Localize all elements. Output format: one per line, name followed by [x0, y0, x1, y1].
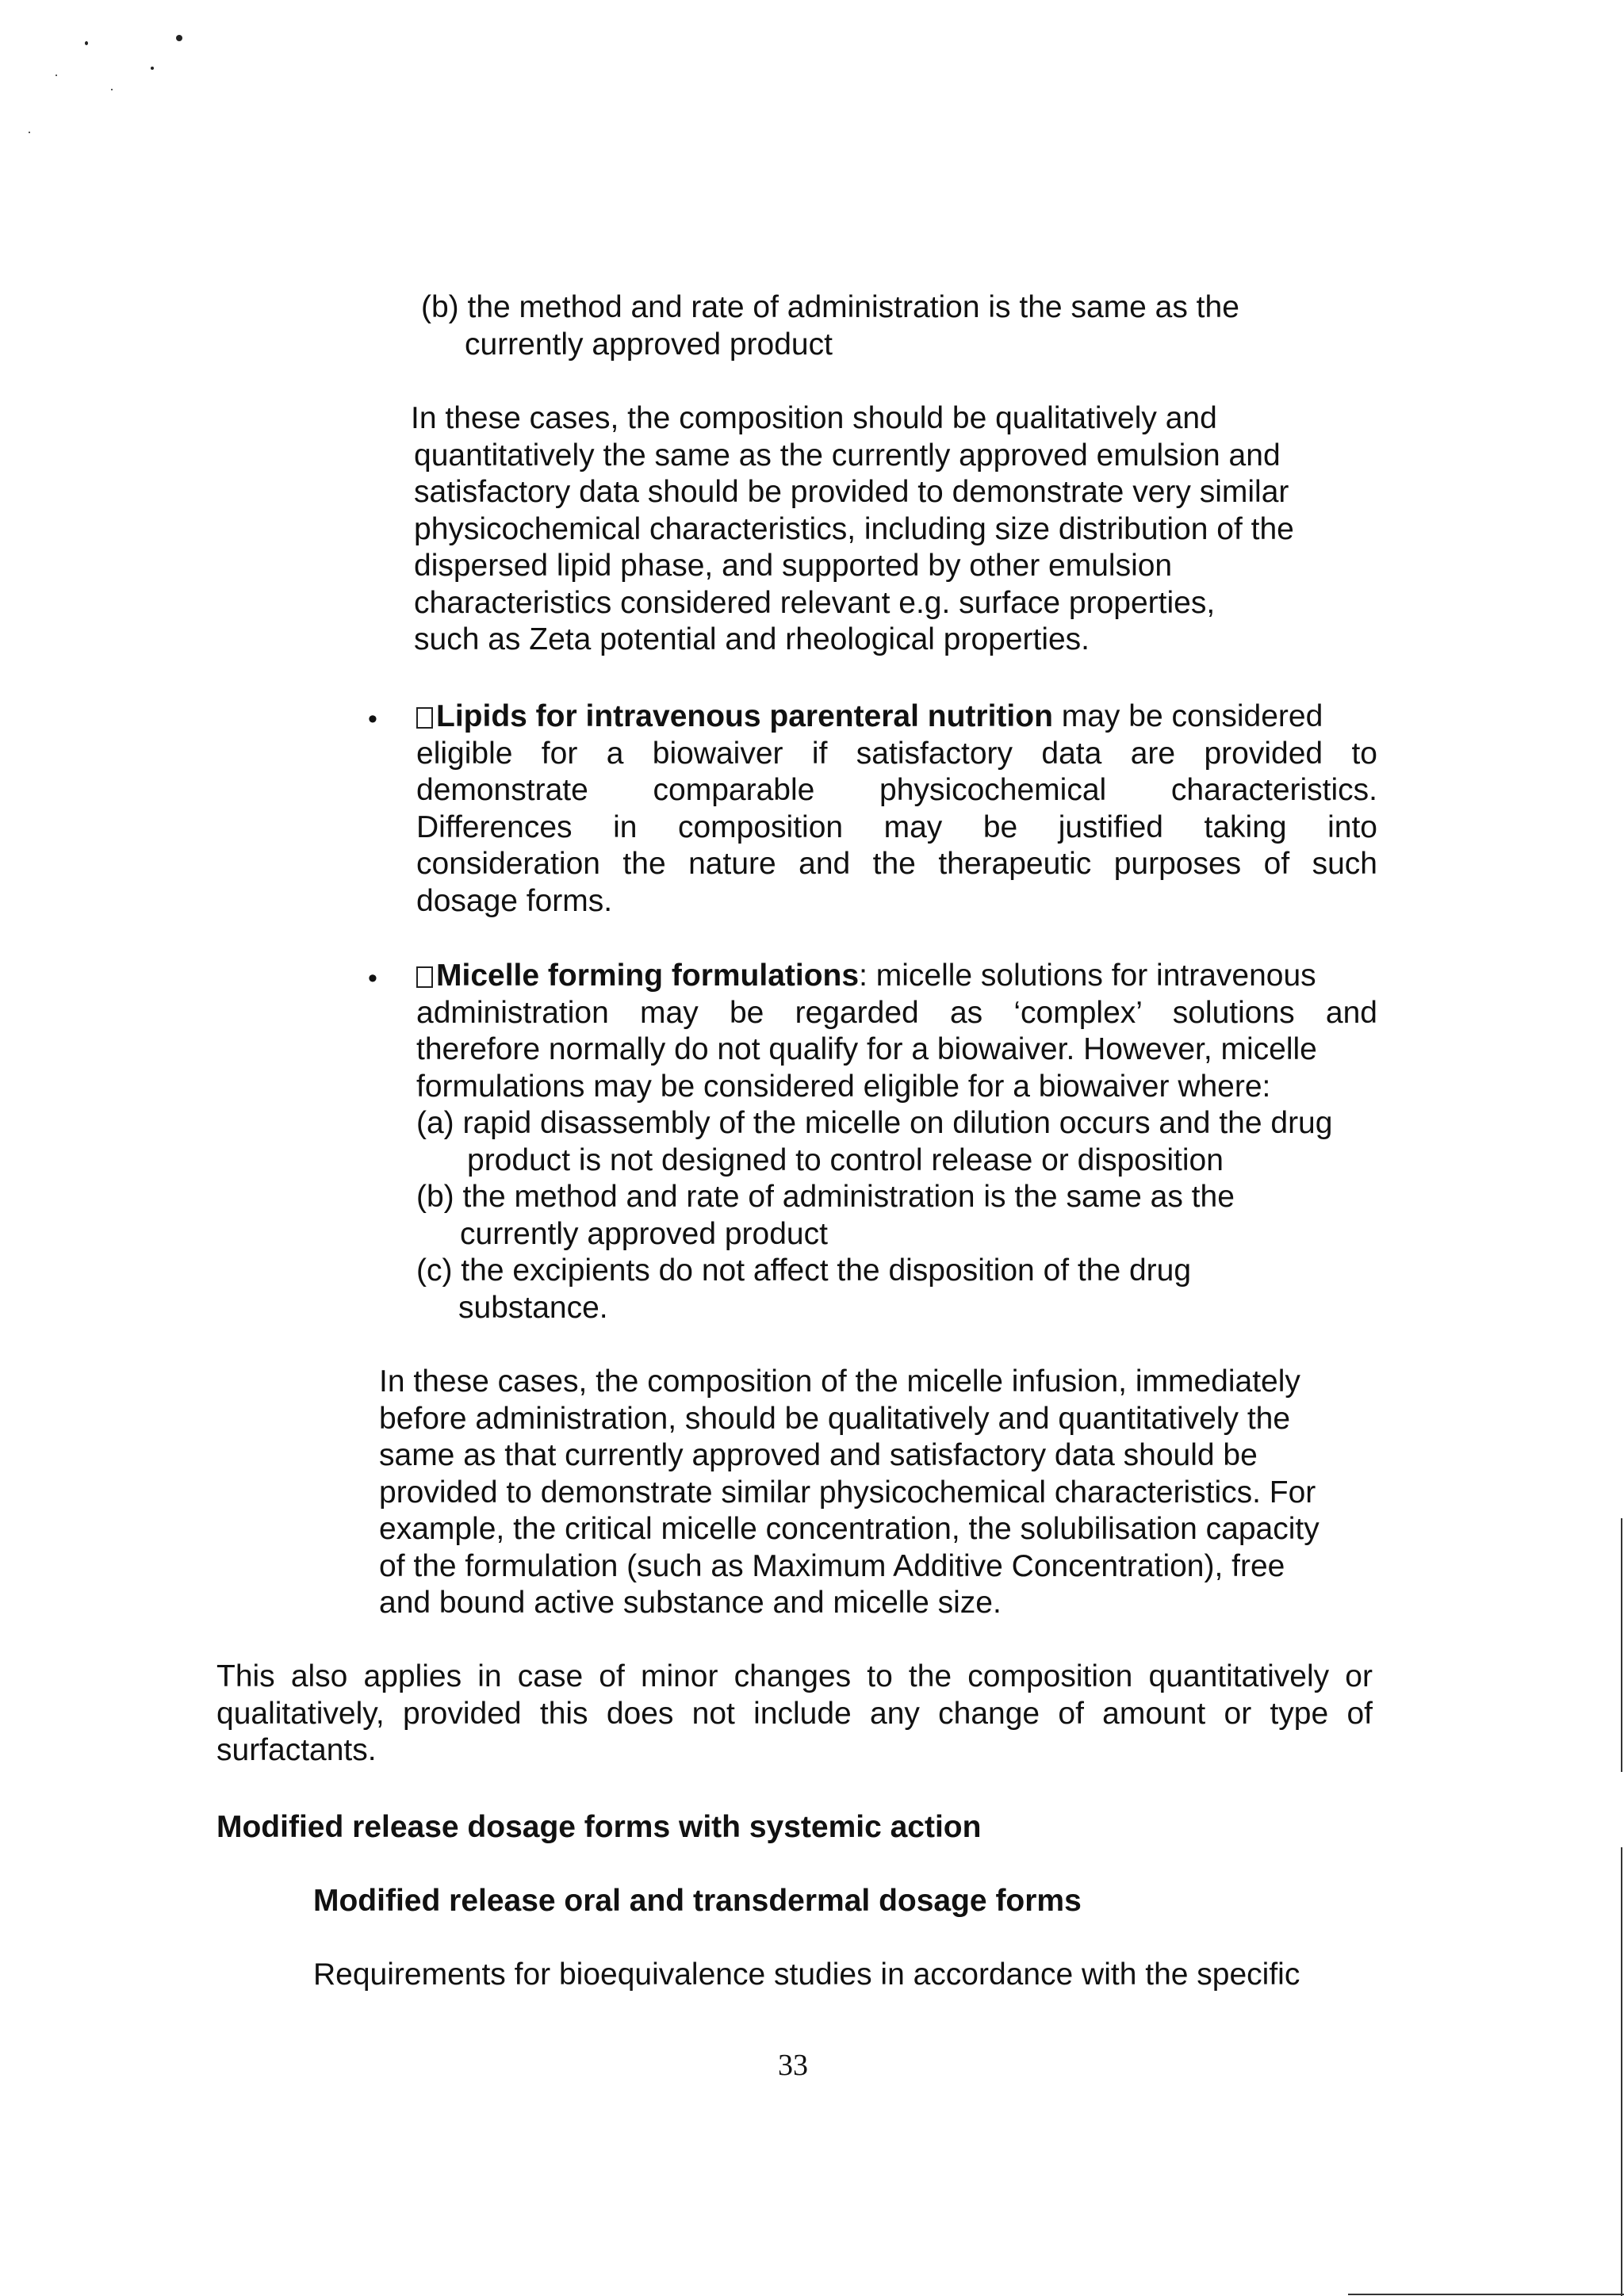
text-line: dosage forms.: [416, 883, 613, 918]
scan-edge-line: [1621, 1518, 1622, 1772]
text-line: (b) the method and rate of administration is the same as the: [421, 290, 1239, 324]
text-line: dispersed lipid phase, and supported by other emulsion: [414, 549, 1173, 583]
scan-speck: [29, 132, 30, 133]
section-heading: Modified release dosage forms with systemic action: [216, 1810, 982, 1844]
bullet-point: •: [368, 704, 377, 734]
bullet-item-micelle: [416, 958, 1377, 1326]
text-line: characteristics considered relevant e.g. surface properties,: [414, 585, 1216, 620]
scan-edge-line: [1348, 2294, 1624, 2295]
scan-speck: [56, 75, 57, 76]
scan-speck: [111, 89, 113, 90]
paragraph-also-applies: [216, 1659, 1373, 1770]
text-line: quantitatively the same as the currently approved emulsion and: [414, 438, 1281, 473]
bullet-point: •: [368, 963, 377, 993]
text-line: and bound active substance and micelle size.: [379, 1586, 1002, 1620]
list-item-b: (b) the method and rate of administration is the same as the: [416, 1180, 1235, 1214]
checkbox-glyph-icon: [416, 707, 433, 729]
text-line: [416, 698, 1377, 736]
text-line: demonstrate comparable physicochemical characteristics.: [416, 773, 1377, 807]
scan-speck: [176, 35, 182, 41]
scan-speck: [85, 41, 88, 45]
text-line: qualitatively, provided this does not include any change of amount or type of: [216, 1696, 1373, 1731]
text-line: In these cases, the composition of the micelle infusion, immediately: [379, 1364, 1300, 1399]
bullet-text: may be considered: [1052, 699, 1323, 733]
list-item-c-cont: substance.: [458, 1290, 608, 1325]
text-line: surfactants.: [216, 1733, 377, 1767]
bullet-title: Lipids for intravenous parenteral nutrition: [436, 699, 1053, 733]
text-line: consideration the nature and the therapeutic purposes of such: [416, 847, 1377, 881]
requirements-line: Requirements for bioequivalence studies in accordance with the specific: [313, 1957, 1300, 1992]
text-line: administration may be regarded as ‘complex’ solutions and: [416, 995, 1377, 1030]
text-line: currently approved product: [465, 327, 833, 362]
text-line: example, the critical micelle concentration, the solubilisation capacity: [379, 1512, 1320, 1546]
bullet-title: Micelle forming formulations: [436, 959, 860, 993]
text-line: [416, 958, 1377, 995]
text-line: eligible for a biowaiver if satisfactory data are provided to: [416, 736, 1377, 771]
checkbox-glyph-icon: [416, 966, 433, 988]
text-line: In these cases, the composition should be qualitatively and: [411, 401, 1217, 435]
text-line: satisfactory data should be provided to demonstrate very similar: [414, 475, 1289, 509]
paragraph-emulsion: [411, 400, 1294, 659]
subsection-heading: Modified release oral and transdermal dosage forms: [313, 1884, 1082, 1918]
text-line: therefore normally do not qualify for a biowaiver. However, micelle: [416, 1032, 1317, 1066]
paragraph-micelle: [379, 1364, 1320, 1622]
text-line: same as that currently approved and satisfactory data should be: [379, 1438, 1258, 1472]
text-line: of the formulation (such as Maximum Additive Concentration), free: [379, 1548, 1285, 1583]
list-item-c: (c) the excipients do not affect the disposition of the drug: [416, 1253, 1192, 1288]
bullet-item-lipids: [416, 698, 1377, 920]
text-line: This also applies in case of minor changes to the composition quantitatively or: [216, 1659, 1373, 1693]
page-number: 33: [778, 2049, 808, 2082]
list-item-b-continued: [421, 289, 1239, 363]
scan-speck: [151, 67, 154, 70]
list-item-a: (a) rapid disassembly of the micelle on dilution occurs and the drug: [416, 1106, 1333, 1140]
list-item-b-cont: currently approved product: [460, 1216, 828, 1251]
text-line: physicochemical characteristics, including size distribution of the: [414, 511, 1294, 546]
bullet-text: : micelle solutions for intravenous: [859, 959, 1316, 993]
list-item-a-cont: product is not designed to control release or disposition: [467, 1142, 1224, 1177]
text-line: formulations may be considered eligible for a biowaiver where:: [416, 1069, 1271, 1104]
text-line: such as Zeta potential and rheological properties.: [414, 622, 1090, 656]
scan-edge-line: [1621, 1847, 1622, 2296]
text-line: Differences in composition may be justified taking into: [416, 809, 1377, 844]
text-line: provided to demonstrate similar physicochemical characteristics. For: [379, 1475, 1316, 1510]
text-line: before administration, should be qualitatively and quantitatively the: [379, 1401, 1291, 1436]
